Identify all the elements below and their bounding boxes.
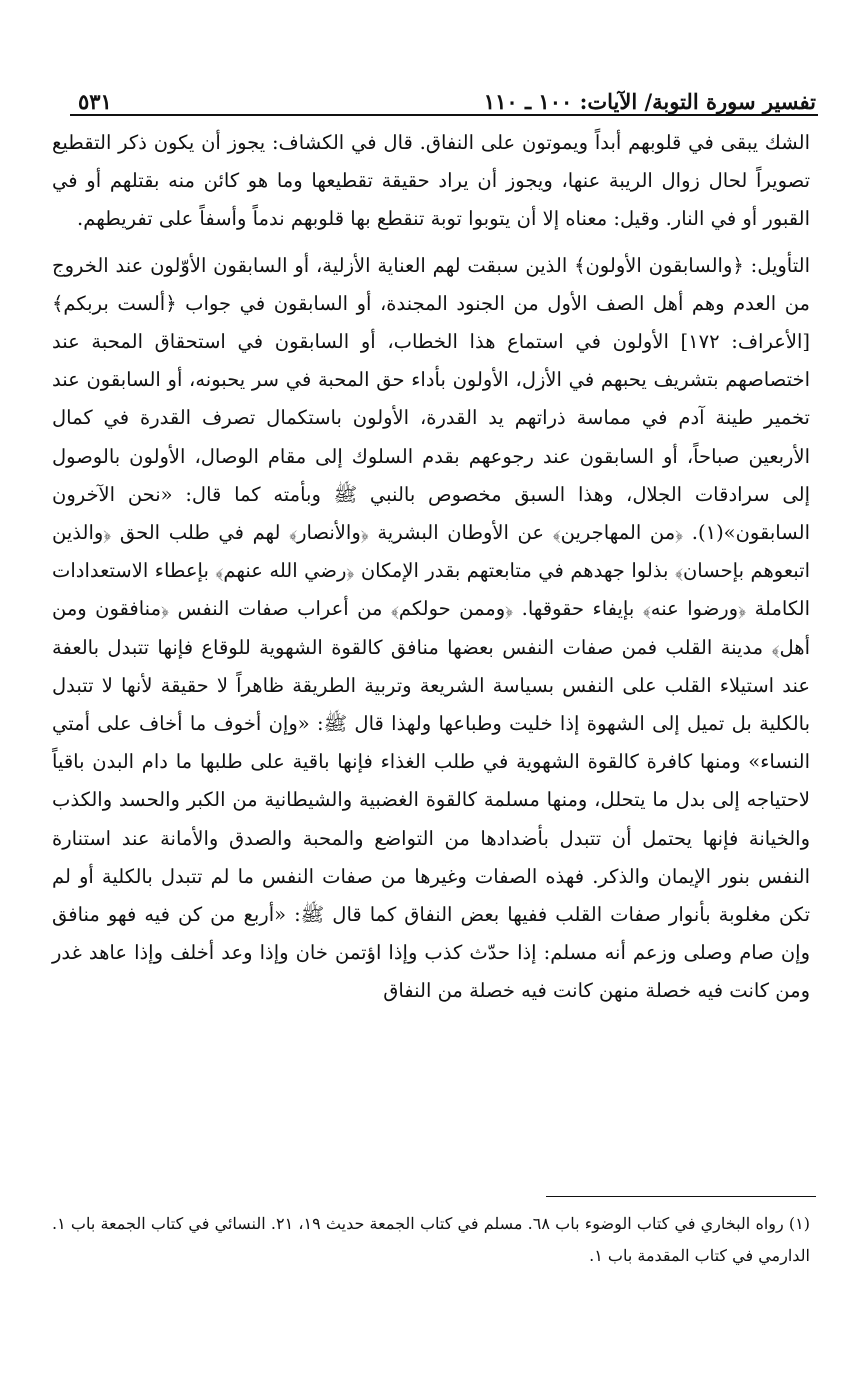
paragraph: الشك يبقى في قلوبهم أبداً ويموتون على النفاق. قال في الكشاف: يجوز أن يكون ذكر التقطيع تصويراً لحال زوال الريبة عنها، ويجوز أن يراد حقيقة تقطيعها وما هو كائن منه بقتلهم أو في القبور أو في النار. وقيل: معناه إلا أن يتوبوا توبة تنقطع بها قلوبهم ندماً وأسفاً على تفريطهم. [52,131,810,231]
header-rule [70,114,818,116]
footnote-text: (١) رواه البخاري في كتاب الوضوء باب ٦٨. مسلم في كتاب الجمعة حديث ١٩، ٢١. النسائي في كتاب الجمعة باب ١. الدارمي في كتاب المقدمة باب ١. [52,1214,811,1265]
running-title: تفسير سورة التوبة/ الآيات: ١٠٠ ـ ١١٠ [483,89,816,114]
page-number: ٥٣١ [78,89,112,114]
paragraph: التأويل: ﴿والسابقون الأولون﴾ الذين سبقت لهم العناية الأزلية، أو السابقون الأوّلون عند الخروج من العدم وهم أهل الصف الأول من الجنود المجندة، أو السابقون في جواب ﴿ألست بربكم﴾ [الأعراف: ١٧٢] الأولون في استماع هذا الخطاب، أو السابقون في استحقاق المحبة عند اختصاصهم بتشريف يحبهم في الأزل، الأولون بأداء حق المحبة في سر يحبونه، أو السابقون عند تخمير طينة آدم في مماسة ذراتهم يد القدرة، الأولون باستكمال تصرف القدرة في كمال الأربعين صباحاً، أو السابقون عند رجوعهم بقدم السلوك إلى مقام الوصال، الأولون بالوصول إلى سرادقات الجلال، وهذا السبق مخصوص بالنبي ﷺ وبأمته كما قال: «نحن الآخرون السابقون»(١). ﴿من المهاجرين﴾ عن الأوطان البشرية ﴿والأنصار﴾ لهم في طلب الحق ﴿والذين اتبعوهم بإحسان﴾ بذلوا جهدهم في متابعتهم بقدر الإمكان ﴿رضي الله عنهم﴾ بإعطاء الاستعدادات الكاملة ﴿ورضوا عنه﴾ بإيفاء حقوقها. ﴿وممن حولكم﴾ من أعراب صفات النفس ﴿منافقون ومن أهل﴾ مدينة القلب فمن صفات النفس بعضها منافق كالقوة الشهوية للوقاع فإنها تتبدل بالعفة عند استيلاء القلب على النفس بسياسة الشريعة وتربية الطريقة ظاهراً لا حقيقة لأنها لا تتبدل بالكلية بل تميل إلى الشهوة إذا خليت وطباعها ولهذا قال ﷺ: «وإن أخوف ما أخاف على أمتي النساء» ومنها كافرة كالقوة الشهوية في طلب الغذاء فإنها باقية على طلبها ما دام البدن باقياً لاحتياجه إلى بدل ما يتحلل، ومنها مسلمة كالقوة الغضبية والشيطانية من الكبر والحسد والكذب والخيانة فإنها يحتمل أن تتبدل بأضدادها من التواضع والمحبة والصدق والأمانة عند استنارة النفس بنور الإيمان والذكر. فهذه الصفات وغيرها من صفات النفس ما لم تتبدل بالكلية أو لم تكن مغلوبة بأنوار صفات القلب ففيها بعض النفاق كما قال ﷺ: «أربع من كن فيه فهو منافق وإن صام وصلى وزعم أنه مسلم: إذا حدّث كذب وإذا اؤتمن خان وإذا وعد أخلف وإذا عاهد غدر ومن كانت فيه خصلة منهن كانت فيه خصلة من النفاق [52,253,810,1003]
footnote [52,1208,810,1272]
running-header [78,80,816,114]
body-text [52,124,810,1011]
footnote-separator [546,1196,816,1197]
